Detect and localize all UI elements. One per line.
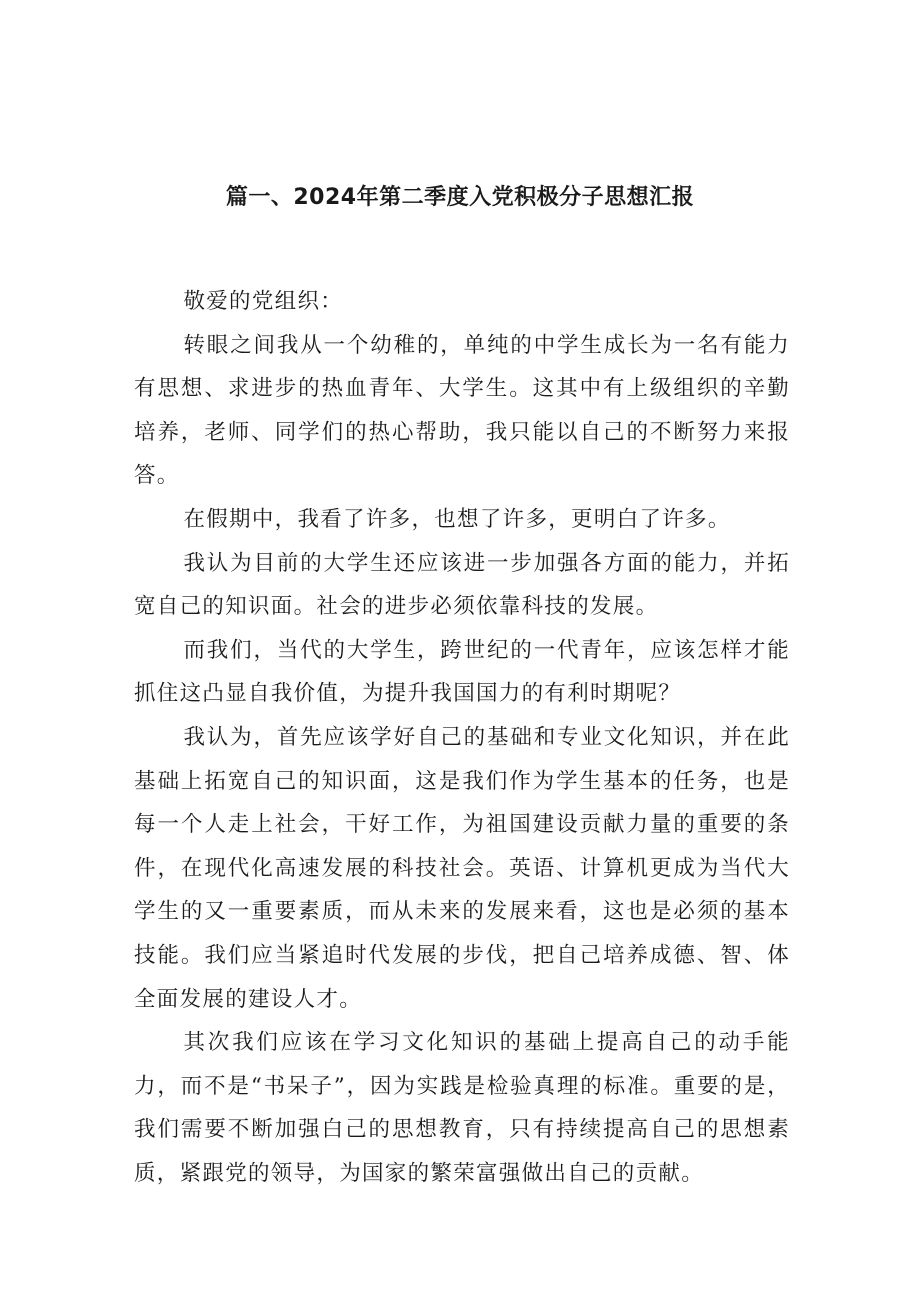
document-body xyxy=(134,280,790,1195)
paragraph-5: 我认为，首先应该学好自己的基础和专业文化知识，并在此基础上拓宽自己的知识面，这是我们作为学生基本的任务，也是每一个人走上社会，干好工作，为祖国建设贡献力量的重要的条件，在现代化高速发展的科技社会。英语、计算机更成为当代大学生的又一重要素质，而从未来的发展来看，这也是必须的基本技能。我们应当紧追时代发展的步伐，把自己培养成德、智、体全面发展的建设人才。 xyxy=(134,724,790,1012)
paragraph-4: 而我们，当代的大学生，跨世纪的一代青年，应该怎样才能抓住这凸显自我价值，为提升我国国力的有利时期呢？ xyxy=(134,637,790,707)
salutation: 敬爱的党组织： xyxy=(183,289,344,314)
paragraph-3: 我认为目前的大学生还应该进一步加强各方面的能力，并拓宽自己的知识面。社会的进步必须依靠科技的发展。 xyxy=(134,550,790,620)
paragraph-2: 在假期中，我看了许多，也想了许多，更明白了许多。 xyxy=(183,506,731,532)
document-title: 篇一、2024年第二季度入党积极分子思想汇报 xyxy=(225,185,695,210)
paragraph-1: 转眼之间我从一个幼稚的，单纯的中学生成长为一名有能力有思想、求进步的热血青年、大学生。这其中有上级组织的辛勤培养，老师、同学们的热心帮助，我只能以自己的不断努力来报答。 xyxy=(134,332,790,489)
paragraph-6: 其次我们应该在学习文化知识的基础上提高自己的动手能力，而不是“书呆子”，因为实践是检验真理的标准。重要的是，我们需要不断加强白己的思想教育，只有持续提高自己的思想素质，紧跟党的领导，为国家的繁荣富强做出自己的贡献。 xyxy=(134,1030,790,1186)
